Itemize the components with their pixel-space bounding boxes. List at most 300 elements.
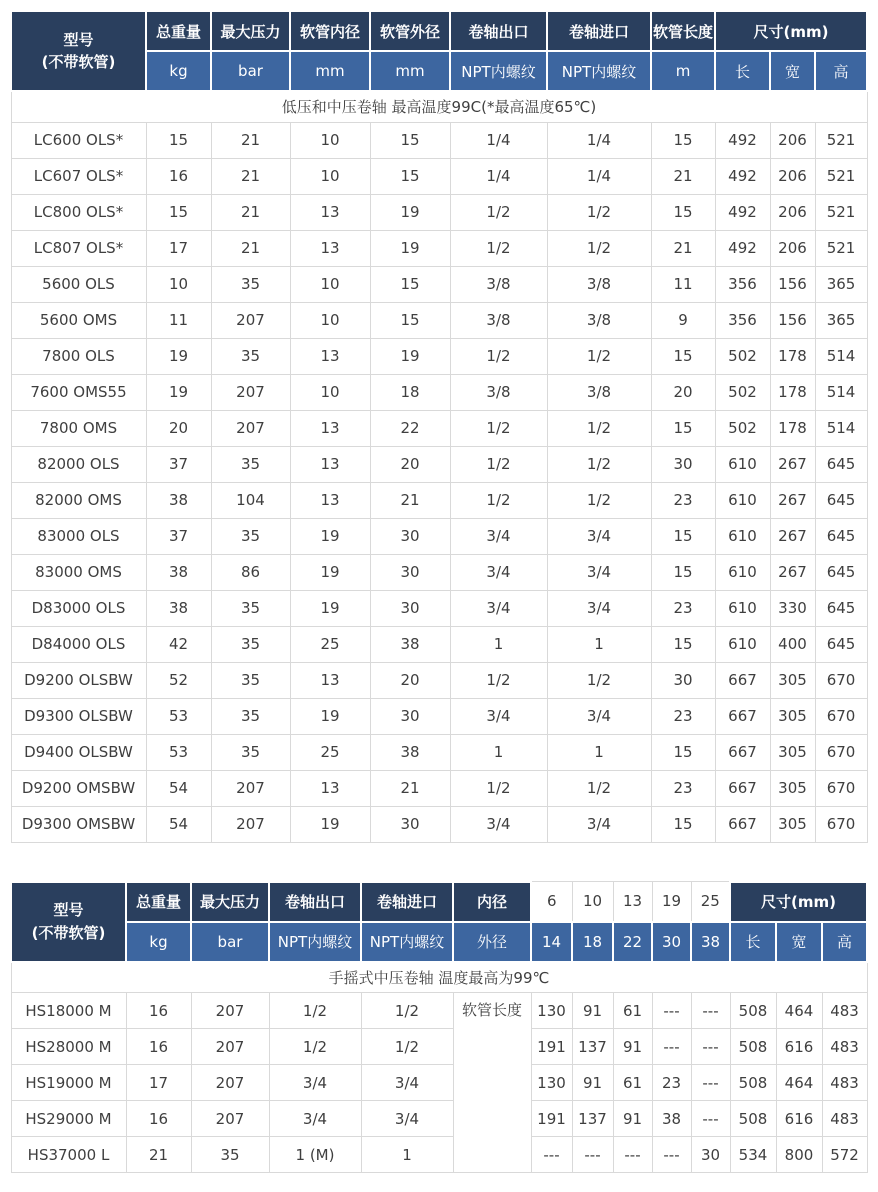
value-cell: 15 — [651, 194, 715, 230]
value-cell: 19 — [146, 374, 211, 410]
value-cell: 610 — [715, 626, 770, 662]
value-cell: 492 — [715, 122, 770, 158]
value-cell: 35 — [191, 1137, 269, 1173]
value-cell: 21 — [211, 194, 290, 230]
value-cell: 3/4 — [450, 698, 547, 734]
value-cell: 13 — [290, 662, 370, 698]
value-cell: 137 — [572, 1101, 613, 1137]
unit-height: 高 — [822, 922, 867, 962]
value-cell: 521 — [815, 122, 867, 158]
value-cell: 207 — [191, 1065, 269, 1101]
value-cell: 1/2 — [450, 770, 547, 806]
value-cell: 13 — [290, 482, 370, 518]
value-cell: 1/2 — [450, 410, 547, 446]
value-cell: 206 — [770, 194, 815, 230]
value-cell: 35 — [211, 626, 290, 662]
col-header-max-pressure: 最大压力 — [211, 11, 290, 51]
value-cell: 9 — [651, 302, 715, 338]
model-cell: HS29000 M — [11, 1101, 126, 1137]
value-cell: 1 — [450, 626, 547, 662]
model-cell: D9400 OLSBW — [11, 734, 146, 770]
unit-kg: kg — [146, 51, 211, 91]
col-header-reel-outlet: 卷轴出口 — [269, 882, 361, 922]
value-cell: 61 — [613, 993, 652, 1029]
unit-npt-inlet: NPT内螺纹 — [361, 922, 453, 962]
value-cell: 667 — [715, 662, 770, 698]
value-cell: 21 — [651, 158, 715, 194]
value-cell: 19 — [290, 806, 370, 842]
value-cell: 19 — [370, 194, 450, 230]
value-cell: 3/4 — [269, 1065, 361, 1101]
unit-width: 宽 — [776, 922, 822, 962]
value-cell: 1/2 — [450, 662, 547, 698]
value-cell: 35 — [211, 518, 290, 554]
value-cell: 616 — [776, 1029, 822, 1065]
col-header-max-pressure: 最大压力 — [191, 882, 269, 922]
value-cell: 130 — [531, 1065, 572, 1101]
value-cell: 23 — [651, 482, 715, 518]
value-cell: 35 — [211, 734, 290, 770]
header-row-labels — [11, 11, 867, 51]
value-cell: 25 — [290, 626, 370, 662]
value-cell: 502 — [715, 374, 770, 410]
value-cell: 10 — [290, 158, 370, 194]
value-cell: --- — [613, 1137, 652, 1173]
value-cell: 508 — [730, 1029, 776, 1065]
table-row — [11, 1101, 867, 1137]
table-row — [11, 194, 867, 230]
value-cell: 23 — [651, 590, 715, 626]
value-cell: 3/8 — [450, 266, 547, 302]
table-row — [11, 1137, 867, 1173]
model-cell: 83000 OMS — [11, 554, 146, 590]
value-cell: 15 — [651, 626, 715, 662]
value-cell: 3/8 — [547, 302, 651, 338]
unit-kg: kg — [126, 922, 191, 962]
table-row — [11, 374, 867, 410]
value-cell: 645 — [815, 554, 867, 590]
value-cell: 25 — [290, 734, 370, 770]
value-cell: 1 (M) — [269, 1137, 361, 1173]
value-cell: 15 — [651, 554, 715, 590]
model-header-line1: 型号 — [53, 901, 84, 919]
value-cell: 191 — [531, 1029, 572, 1065]
col-header-total-weight: 总重量 — [146, 11, 211, 51]
value-cell: 207 — [191, 1029, 269, 1065]
table-row — [11, 770, 867, 806]
table2-header — [11, 882, 867, 962]
value-cell: 1/2 — [450, 446, 547, 482]
value-cell: 178 — [770, 338, 815, 374]
header-row-labels — [11, 882, 867, 922]
value-cell: 23 — [651, 698, 715, 734]
value-cell: 42 — [146, 626, 211, 662]
col-header-hose-length: 软管长度 — [651, 11, 715, 51]
value-cell: 19 — [370, 230, 450, 266]
table2-subheader-row — [11, 962, 867, 993]
value-cell: 91 — [613, 1101, 652, 1137]
value-cell: 207 — [211, 806, 290, 842]
value-cell: 207 — [211, 410, 290, 446]
table-row — [11, 266, 867, 302]
value-cell: 16 — [126, 1101, 191, 1137]
value-cell: 483 — [822, 1029, 867, 1065]
value-cell: 206 — [770, 230, 815, 266]
value-cell: 10 — [146, 266, 211, 302]
value-cell: 91 — [572, 993, 613, 1029]
value-cell: 35 — [211, 266, 290, 302]
value-cell: 23 — [651, 770, 715, 806]
value-cell: 1/2 — [547, 194, 651, 230]
value-cell: 20 — [651, 374, 715, 410]
value-cell: 13 — [290, 410, 370, 446]
table-row — [11, 338, 867, 374]
col-header-reel-outlet: 卷轴出口 — [450, 11, 547, 51]
value-cell: 207 — [211, 374, 290, 410]
value-cell: 610 — [715, 482, 770, 518]
value-cell: 508 — [730, 1065, 776, 1101]
table-row — [11, 158, 867, 194]
value-cell: 21 — [211, 122, 290, 158]
value-cell: 521 — [815, 158, 867, 194]
value-cell: 207 — [191, 1101, 269, 1137]
col-header-total-weight: 总重量 — [126, 882, 191, 922]
col-header-model — [11, 11, 146, 91]
model-cell: LC800 OLS* — [11, 194, 146, 230]
table-row — [11, 482, 867, 518]
size-col-25: 25 — [691, 882, 730, 922]
value-cell: 10 — [290, 266, 370, 302]
value-cell: 492 — [715, 194, 770, 230]
value-cell: 610 — [715, 518, 770, 554]
value-cell: 137 — [572, 1029, 613, 1065]
value-cell: 670 — [815, 770, 867, 806]
unit-length: 长 — [730, 922, 776, 962]
value-cell: 610 — [715, 590, 770, 626]
value-cell: 1/2 — [450, 482, 547, 518]
value-cell: 37 — [146, 446, 211, 482]
value-cell: 54 — [146, 770, 211, 806]
table-row — [11, 734, 867, 770]
value-cell: 35 — [211, 662, 290, 698]
model-cell: 7800 OMS — [11, 410, 146, 446]
value-cell: 54 — [146, 806, 211, 842]
size-col-6: 6 — [531, 882, 572, 922]
model-cell: 82000 OMS — [11, 482, 146, 518]
model-cell: D9300 OMSBW — [11, 806, 146, 842]
value-cell: 15 — [370, 266, 450, 302]
col-header-inner-dia: 内径 — [453, 882, 531, 922]
value-cell: 521 — [815, 194, 867, 230]
value-cell: --- — [691, 1065, 730, 1101]
value-cell: 1/2 — [269, 993, 361, 1029]
value-cell: 1/2 — [547, 410, 651, 446]
table2-subheader-text: 手摇式中压卷轴 温度最高为99℃ — [11, 962, 867, 993]
value-cell: 514 — [815, 410, 867, 446]
value-cell: 3/4 — [547, 698, 651, 734]
value-cell: 10 — [290, 302, 370, 338]
value-cell: 15 — [370, 302, 450, 338]
model-cell: 5600 OLS — [11, 266, 146, 302]
value-cell: 1/2 — [450, 338, 547, 374]
value-cell: 15 — [651, 122, 715, 158]
value-cell: 20 — [146, 410, 211, 446]
table-row — [11, 698, 867, 734]
model-cell: 7800 OLS — [11, 338, 146, 374]
col-header-reel-inlet: 卷轴进口 — [547, 11, 651, 51]
unit-mm-od: mm — [370, 51, 450, 91]
value-cell: 1/2 — [450, 194, 547, 230]
value-cell: 15 — [651, 410, 715, 446]
value-cell: --- — [531, 1137, 572, 1173]
value-cell: 1/2 — [547, 230, 651, 266]
value-cell: 645 — [815, 626, 867, 662]
value-cell: 400 — [770, 626, 815, 662]
value-cell: 1/2 — [547, 662, 651, 698]
col-header-hose-od: 软管外径 — [370, 11, 450, 51]
value-cell: 86 — [211, 554, 290, 590]
value-cell: 35 — [211, 446, 290, 482]
value-cell: 15 — [651, 734, 715, 770]
value-cell: 267 — [770, 554, 815, 590]
table-row — [11, 993, 867, 1029]
value-cell: 514 — [815, 374, 867, 410]
value-cell: 1/2 — [361, 993, 453, 1029]
value-cell: 20 — [370, 662, 450, 698]
value-cell: 464 — [776, 993, 822, 1029]
value-cell: 35 — [211, 590, 290, 626]
value-cell: 667 — [715, 770, 770, 806]
value-cell: 3/8 — [450, 374, 547, 410]
value-cell: 305 — [770, 770, 815, 806]
value-cell: 17 — [126, 1065, 191, 1101]
value-cell: 3/4 — [450, 554, 547, 590]
value-cell: --- — [691, 1029, 730, 1065]
value-cell: 1/4 — [547, 122, 651, 158]
value-cell: 483 — [822, 993, 867, 1029]
value-cell: 356 — [715, 302, 770, 338]
value-cell: --- — [652, 993, 691, 1029]
value-cell: 91 — [613, 1029, 652, 1065]
model-cell: 5600 OMS — [11, 302, 146, 338]
table-row — [11, 590, 867, 626]
value-cell: 1/2 — [547, 482, 651, 518]
value-cell: 38 — [370, 734, 450, 770]
unit-mm-id: mm — [290, 51, 370, 91]
model-cell: 82000 OLS — [11, 446, 146, 482]
value-cell: 305 — [770, 734, 815, 770]
value-cell: 1 — [361, 1137, 453, 1173]
value-cell: 483 — [822, 1101, 867, 1137]
value-cell: 91 — [572, 1065, 613, 1101]
value-cell: 3/4 — [547, 806, 651, 842]
value-cell: 3/4 — [547, 518, 651, 554]
model-header-line2: (不带软管) — [31, 923, 106, 942]
value-cell: 3/4 — [361, 1101, 453, 1137]
size-col-18: 18 — [572, 922, 613, 962]
value-cell: 16 — [126, 1029, 191, 1065]
value-cell: 645 — [815, 446, 867, 482]
col-header-dimensions: 尺寸(mm) — [730, 882, 867, 922]
header-row-units — [11, 922, 867, 962]
table1-subheader-text: 低压和中压卷轴 最高温度99C(*最高温度65℃) — [11, 91, 867, 122]
value-cell: 1/4 — [547, 158, 651, 194]
model-cell: D9200 OMSBW — [11, 770, 146, 806]
value-cell: 1/2 — [547, 770, 651, 806]
value-cell: 37 — [146, 518, 211, 554]
value-cell: 21 — [651, 230, 715, 266]
value-cell: 软管长度 — [453, 993, 531, 1173]
unit-npt-inlet: NPT内螺纹 — [547, 51, 651, 91]
value-cell: 1/2 — [361, 1029, 453, 1065]
value-cell: 305 — [770, 806, 815, 842]
value-cell: 610 — [715, 554, 770, 590]
table-row — [11, 554, 867, 590]
value-cell: 38 — [146, 590, 211, 626]
value-cell: 104 — [211, 482, 290, 518]
value-cell: 267 — [770, 518, 815, 554]
value-cell: 30 — [651, 662, 715, 698]
col-header-reel-inlet: 卷轴进口 — [361, 882, 453, 922]
value-cell: 330 — [770, 590, 815, 626]
value-cell: 20 — [370, 446, 450, 482]
value-cell: 502 — [715, 338, 770, 374]
value-cell: 53 — [146, 734, 211, 770]
value-cell: 267 — [770, 446, 815, 482]
unit-m: m — [651, 51, 715, 91]
value-cell: 61 — [613, 1065, 652, 1101]
model-cell: HS28000 M — [11, 1029, 126, 1065]
model-cell: D84000 OLS — [11, 626, 146, 662]
value-cell: 207 — [211, 302, 290, 338]
value-cell: 1 — [547, 626, 651, 662]
value-cell: 3/4 — [547, 590, 651, 626]
value-cell: 1/4 — [450, 158, 547, 194]
value-cell: 508 — [730, 993, 776, 1029]
value-cell: 3/4 — [450, 806, 547, 842]
model-cell: HS19000 M — [11, 1065, 126, 1101]
value-cell: 572 — [822, 1137, 867, 1173]
value-cell: 492 — [715, 230, 770, 266]
value-cell: 483 — [822, 1065, 867, 1101]
value-cell: 30 — [370, 806, 450, 842]
value-cell: 616 — [776, 1101, 822, 1137]
value-cell: 670 — [815, 806, 867, 842]
value-cell: 365 — [815, 302, 867, 338]
value-cell: 3/4 — [450, 590, 547, 626]
value-cell: 22 — [370, 410, 450, 446]
value-cell: --- — [572, 1137, 613, 1173]
model-cell: HS18000 M — [11, 993, 126, 1029]
col-header-dimensions: 尺寸(mm) — [715, 11, 867, 51]
table-row — [11, 446, 867, 482]
value-cell: 667 — [715, 698, 770, 734]
model-cell: D83000 OLS — [11, 590, 146, 626]
unit-npt-outlet: NPT内螺纹 — [269, 922, 361, 962]
size-col-14: 14 — [531, 922, 572, 962]
col-header-hose-id: 软管内径 — [290, 11, 370, 51]
value-cell: 21 — [370, 482, 450, 518]
table-row — [11, 518, 867, 554]
value-cell: --- — [691, 993, 730, 1029]
value-cell: 670 — [815, 734, 867, 770]
value-cell: 30 — [651, 446, 715, 482]
value-cell: 13 — [290, 338, 370, 374]
unit-width: 宽 — [770, 51, 815, 91]
value-cell: 13 — [290, 770, 370, 806]
value-cell: 10 — [290, 374, 370, 410]
unit-bar: bar — [211, 51, 290, 91]
value-cell: 3/8 — [547, 374, 651, 410]
value-cell: 10 — [290, 122, 370, 158]
value-cell: 464 — [776, 1065, 822, 1101]
table-row — [11, 806, 867, 842]
value-cell: 502 — [715, 410, 770, 446]
value-cell: 16 — [126, 993, 191, 1029]
value-cell: 800 — [776, 1137, 822, 1173]
value-cell: 19 — [370, 338, 450, 374]
value-cell: 3/8 — [547, 266, 651, 302]
unit-bar: bar — [191, 922, 269, 962]
value-cell: 11 — [146, 302, 211, 338]
value-cell: 645 — [815, 590, 867, 626]
value-cell: 508 — [730, 1101, 776, 1137]
value-cell: 156 — [770, 302, 815, 338]
table-row — [11, 1029, 867, 1065]
value-cell: 514 — [815, 338, 867, 374]
value-cell: 11 — [651, 266, 715, 302]
value-cell: 30 — [370, 698, 450, 734]
model-header-line1: 型号 — [63, 30, 94, 49]
value-cell: 38 — [146, 482, 211, 518]
model-cell: 7600 OMS55 — [11, 374, 146, 410]
value-cell: 19 — [290, 698, 370, 734]
value-cell: 645 — [815, 518, 867, 554]
model-header-line2: (不带软管) — [41, 53, 116, 71]
model-cell: LC607 OLS* — [11, 158, 146, 194]
value-cell: 30 — [370, 590, 450, 626]
model-cell: LC807 OLS* — [11, 230, 146, 266]
value-cell: 1/4 — [450, 122, 547, 158]
value-cell: 670 — [815, 662, 867, 698]
value-cell: 156 — [770, 266, 815, 302]
value-cell: 206 — [770, 122, 815, 158]
table1-header — [11, 11, 867, 91]
value-cell: 30 — [370, 518, 450, 554]
size-col-10: 10 — [572, 882, 613, 922]
value-cell: 667 — [715, 806, 770, 842]
unit-length: 长 — [715, 51, 770, 91]
value-cell: 15 — [651, 338, 715, 374]
value-cell: 645 — [815, 482, 867, 518]
value-cell: 38 — [146, 554, 211, 590]
table1-body — [11, 122, 867, 842]
value-cell: 670 — [815, 698, 867, 734]
value-cell: --- — [652, 1137, 691, 1173]
value-cell: 19 — [290, 554, 370, 590]
value-cell: 521 — [815, 230, 867, 266]
value-cell: 52 — [146, 662, 211, 698]
table-row — [11, 1065, 867, 1101]
unit-npt-outlet: NPT内螺纹 — [450, 51, 547, 91]
table-row — [11, 302, 867, 338]
value-cell: 38 — [370, 626, 450, 662]
model-cell: HS37000 L — [11, 1137, 126, 1173]
value-cell: 178 — [770, 374, 815, 410]
value-cell: 15 — [370, 158, 450, 194]
value-cell: --- — [652, 1029, 691, 1065]
value-cell: 207 — [211, 770, 290, 806]
